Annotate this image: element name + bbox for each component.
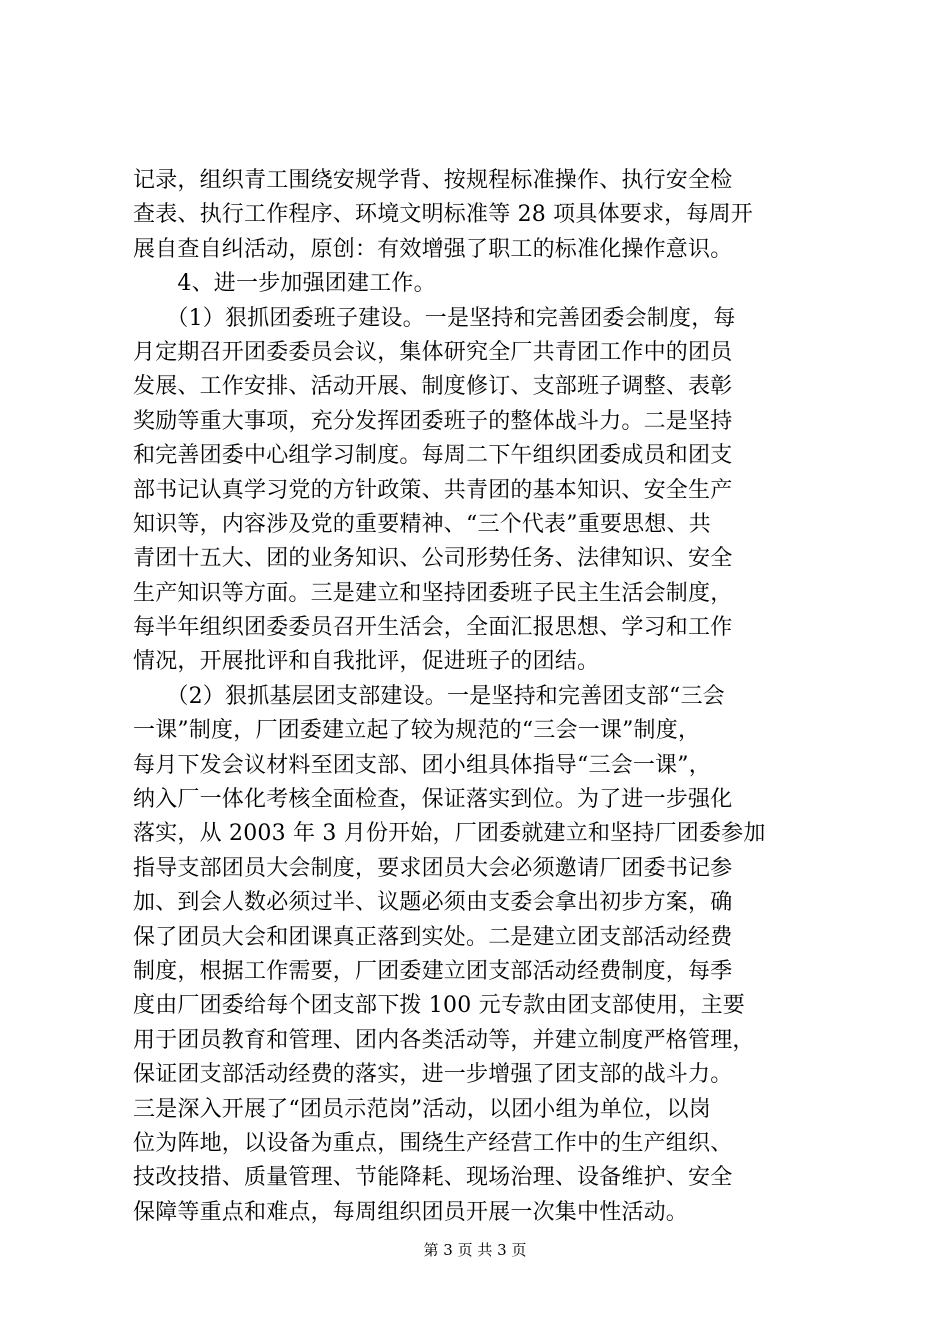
- text-line: 纳入厂一体化考核全面检查，保证落实到位。为了进一步强化: [133, 787, 733, 813]
- text-line: 加、到会人数必须过半、议题必须由支委会拿出初步方案，确: [133, 890, 733, 916]
- text-line: 生产知识等方面。三是建立和坚持团委班子民主生活会制度，: [133, 580, 733, 606]
- text-line: 保了团员大会和团课真正落到实处。二是建立团支部活动经费: [133, 924, 733, 950]
- text-line: 每月下发会议材料至团支部、团小组具体指导“三会一课”，: [133, 752, 711, 778]
- text-line: 制度，根据工作需要，厂团委建立团支部活动经费制度，每季: [133, 958, 733, 984]
- text-line: 查表、执行工作程序、环境文明标准等 28 项具体要求，每周开: [133, 202, 753, 228]
- text-line: 部书记认真学习党的方针政策、共青团的基本知识、安全生产: [133, 477, 733, 503]
- text-line: 保证团支部活动经费的落实，进一步增强了团支部的战斗力。: [133, 1062, 733, 1088]
- page-number-footer: 第 3 页 共 3 页: [423, 1241, 527, 1259]
- text-line: 位为阵地，以设备为重点，围绕生产经营工作中的生产组织、: [133, 1130, 733, 1156]
- text-line: （2）狠抓基层团支部建设。一是坚持和完善团支部“三会: [133, 683, 725, 709]
- text-line: 一课”制度，厂团委建立起了较为规范的“三会一课”制度，: [133, 718, 701, 744]
- text-line: 奖励等重大事项，充分发挥团委班子的整体战斗力。二是坚持: [133, 408, 733, 434]
- text-line: 月定期召开团委委员会议，集体研究全厂共青团工作中的团员: [133, 339, 733, 365]
- text-line: （1）狠抓团委班子建设。一是坚持和完善团委会制度，每: [133, 305, 736, 331]
- text-line: 每半年组织团委委员召开生活会，全面汇报思想、学习和工作: [133, 615, 733, 641]
- text-line: 三是深入开展了“团员示范岗”活动，以团小组为单位，以岗: [133, 1096, 711, 1122]
- text-line: 度由厂团委给每个团支部下拨 100 元专款由团支部使用，主要: [133, 993, 745, 1019]
- document-body: [133, 164, 833, 1230]
- text-line: 落实，从 2003 年 3 月份开始，厂团委就建立和坚持厂团委参加: [133, 821, 766, 847]
- text-line: 技改技措、质量管理、节能降耗、现场治理、设备维护、安全: [133, 1165, 733, 1191]
- section-heading: 4、进一步加强团建工作。: [133, 271, 436, 297]
- text-line: 青团十五大、团的业务知识、公司形势任务、法律知识、安全: [133, 546, 733, 572]
- text-line: 知识等，内容涉及党的重要精神、“三个代表”重要思想、共: [133, 511, 711, 537]
- text-line: 发展、工作安排、活动开展、制度修订、支部班子调整、表彰: [133, 374, 733, 400]
- text-line: 指导支部团员大会制度，要求团员大会必须邀请厂团委书记参: [133, 855, 733, 881]
- text-line: 和完善团委中心组学习制度。每周二下午组织团委成员和团支: [133, 443, 733, 469]
- text-line: 情况，开展批评和自我批评，促进班子的团结。: [133, 649, 600, 675]
- text-line: 记录，组织青工围绕安规学背、按规程标准操作、执行安全检: [133, 168, 733, 193]
- text-line: 展自查自纠活动，原创：有效增强了职工的标准化操作意识。: [133, 236, 733, 262]
- text-line: 用于团员教育和管理、团内各类活动等，并建立制度严格管理，: [133, 1027, 755, 1053]
- text-line: 保障等重点和难点，每周组织团员开展一次集中性活动。: [133, 1199, 689, 1225]
